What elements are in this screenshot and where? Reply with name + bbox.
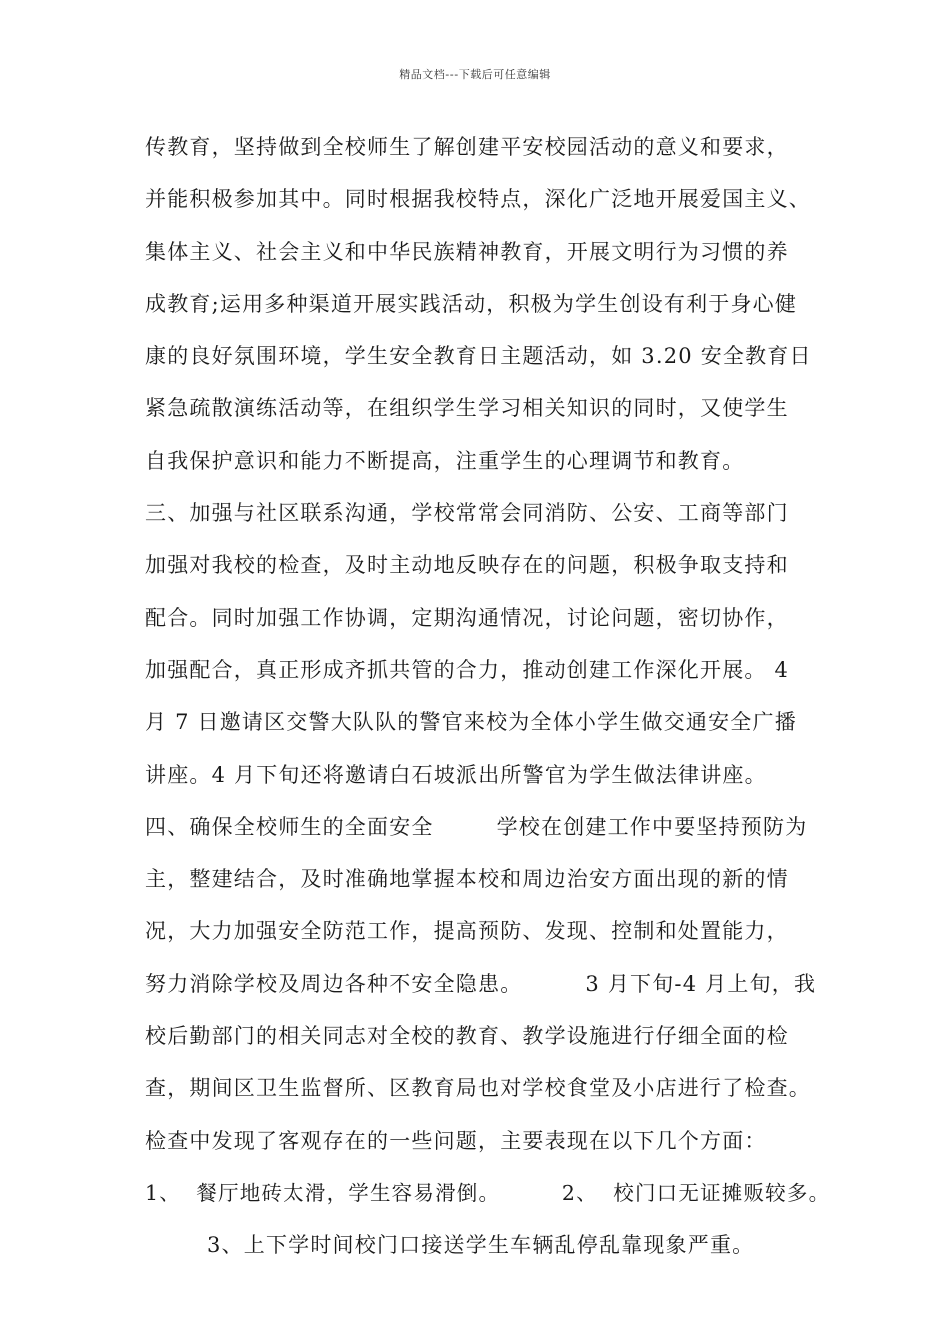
text-line: 并能积极参加其中。同时根据我校特点，深化广泛地开展爱国主义、 — [145, 187, 811, 212]
text-line: 查，期间区卫生监督所、区教育局也对学校食堂及小店进行了检查。 — [145, 1076, 811, 1101]
text-line: 1、 餐厅地砖太滑，学生容易滑倒。 2、 校门口无证摊贩较多。 — [145, 1180, 831, 1205]
text-line: 紧急疏散演练活动等，在组织学生学习相关知识的同时，又使学生 — [145, 396, 789, 421]
text-line: 加强配合，真正形成齐抓共管的合力，推动创建工作深化开展。 4 — [145, 657, 790, 682]
text-line: 3、上下学时间校门口接送学生车辆乱停乱靠现象严重。 — [207, 1233, 755, 1258]
text-line: 传教育，坚持做到全校师生了解创建平安校园活动的意义和要求， — [145, 135, 789, 159]
page-header: 精品文档---下载后可任意编辑 — [399, 68, 551, 81]
text-line: 校后勤部门的相关同志对全校的教育、教学设施进行仔细全面的检 — [145, 1024, 789, 1049]
text-line: 月 7 日邀请区交警大队队的警官来校为全体小学生做交通安全广播 — [145, 710, 797, 735]
text-line: 自我保护意识和能力不断提高，注重学生的心理调节和教育。 — [145, 448, 745, 473]
text-line: 讲座。4 月下旬还将邀请白石坡派出所警官为学生做法律讲座。 — [145, 762, 767, 787]
text-line: 成教育;运用多种渠道开展实践活动，积极为学生创设有利于身心健 — [145, 291, 798, 316]
text-line: 主，整建结合，及时准确地掌握本校和周边治安方面出现的新的情 — [145, 867, 789, 892]
text-line: 努力消除学校及周边各种不安全隐患。 3 月下旬-4 月上旬，我 — [145, 971, 817, 996]
text-line: 四、确保全校师生的全面安全 学校在创建工作中要坚持预防为 — [145, 814, 808, 839]
text-line: 检查中发现了客观存在的一些问题，主要表现在以下几个方面： — [145, 1128, 767, 1153]
body-text — [145, 128, 835, 1279]
text-line: 康的良好氛围环境，学生安全教育日主题活动，如 3.20 安全教育日 — [145, 344, 812, 369]
text-line: 集体主义、社会主义和中华民族精神教育，开展文明行为习惯的养 — [145, 239, 789, 264]
text-line: 配合。同时加强工作协调，定期沟通情况，讨论问题，密切协作， — [145, 605, 789, 630]
text-line: 三、加强与社区联系沟通，学校常常会同消防、公安、工商等部门 — [145, 501, 789, 526]
text-line: 况，大力加强安全防范工作，提高预防、发现、控制和处置能力， — [145, 919, 789, 944]
text-line: 加强对我校的检查，及时主动地反映存在的问题，积极争取支持和 — [145, 553, 789, 578]
